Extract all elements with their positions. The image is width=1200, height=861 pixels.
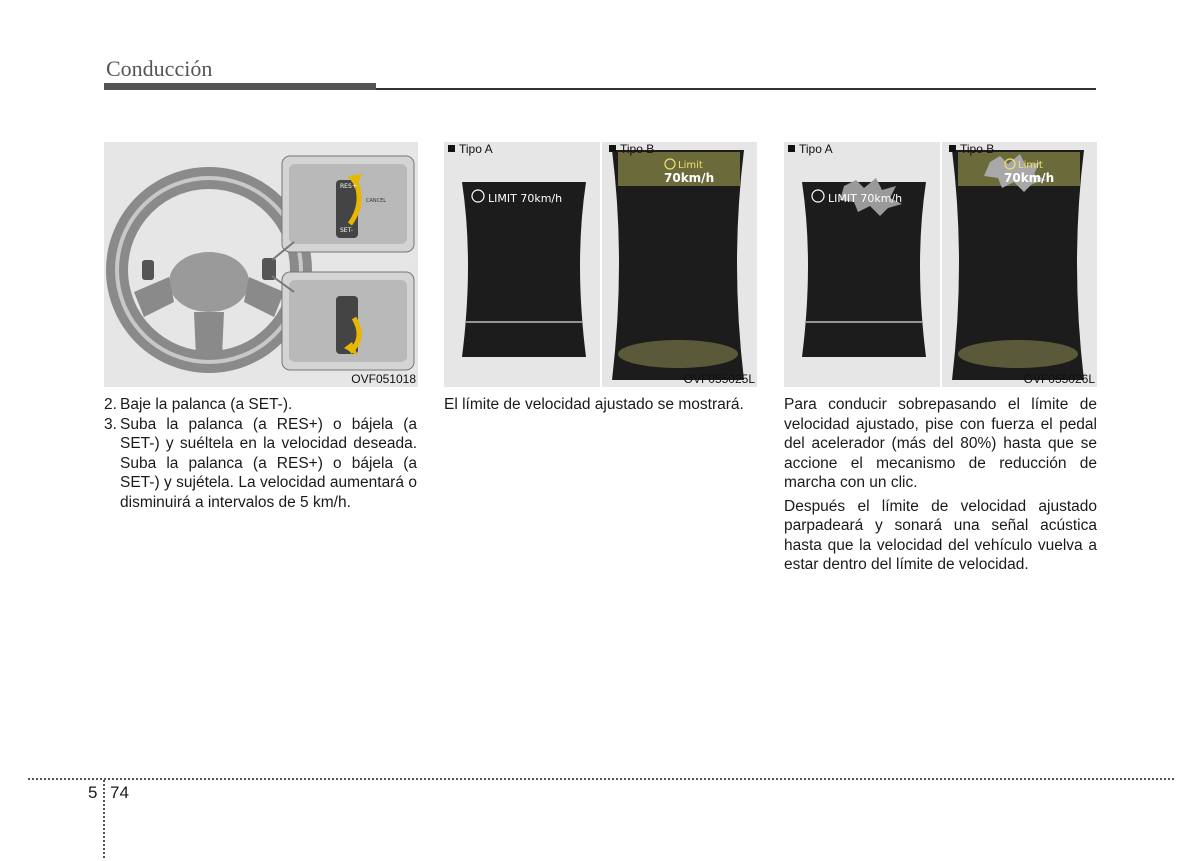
figure-code: OVF055025L xyxy=(683,372,755,386)
figure-code: OVF051018 xyxy=(351,372,416,386)
figure-code: OVF055026L xyxy=(1023,372,1095,386)
res-label: RES+ xyxy=(340,183,357,190)
speed-limit-display-figure xyxy=(444,142,757,387)
steering-wheel-figure xyxy=(104,142,418,387)
type-b-label: Tipo B xyxy=(609,142,654,156)
type-b-label: Tipo B xyxy=(949,142,994,156)
footer-divider xyxy=(28,778,1174,780)
page-number: 74 xyxy=(110,783,129,802)
section-title: Conducción xyxy=(106,56,213,81)
paragraph: Para conducir sobrepasando el límite de velocidad ajustado, pise con fuerza el pedal del acelerador (más del 80%) hasta que se accione el mecanismo de reducción de marcha con un clic. xyxy=(784,396,1097,491)
display-b-top: Limit xyxy=(1018,160,1043,171)
display-a-text: LIMIT 70km/h xyxy=(488,192,563,205)
list-item-number: 3. xyxy=(104,415,117,433)
header-rule-thick xyxy=(104,83,376,90)
list-item xyxy=(104,415,417,513)
override-description-column xyxy=(784,395,1097,579)
chapter-number: 5 xyxy=(88,783,98,802)
header-rule-thin xyxy=(376,88,1096,90)
list-item-text: Baje la palanca (a SET-). xyxy=(120,396,293,413)
instructions-column xyxy=(104,395,417,512)
set-label: SET- xyxy=(340,227,353,234)
speed-limit-blink-figure xyxy=(784,142,1097,387)
footer-vertical-divider xyxy=(103,780,105,858)
display-b-top: Limit xyxy=(678,160,703,171)
cluster-displays xyxy=(444,142,757,387)
paragraph: Después el límite de velocidad ajustado parpadeará y sonará una señal acústica hasta que la velocidad del vehículo vuelva a estar dentro del límite de velocidad. xyxy=(784,497,1097,573)
cancel-label: CANCEL xyxy=(366,198,387,204)
display-description-column xyxy=(444,395,757,419)
list-item-number: 2. xyxy=(104,396,117,413)
type-a-label: Tipo A xyxy=(788,142,833,156)
display-b-value: 70km/h xyxy=(1004,171,1055,185)
paragraph: El límite de velocidad ajustado se mostrará. xyxy=(444,396,744,413)
type-a-label: Tipo A xyxy=(448,142,493,156)
cluster-displays-blink xyxy=(784,142,1097,387)
steering-wheel-illustration xyxy=(104,142,418,387)
display-b-value: 70km/h xyxy=(664,171,715,185)
list-item-text: Suba la palanca (a RES+) o bájela (a SET-) y suéltela en la velocidad deseada. Suba la palanca (a RES+) o bájela (a SET-) y sujétela. La velocidad aumentará o disminuirá a intervalos de 5 km/h. xyxy=(120,415,417,511)
display-a-text: LIMIT 70km/h xyxy=(828,192,903,205)
list-item xyxy=(104,395,417,415)
